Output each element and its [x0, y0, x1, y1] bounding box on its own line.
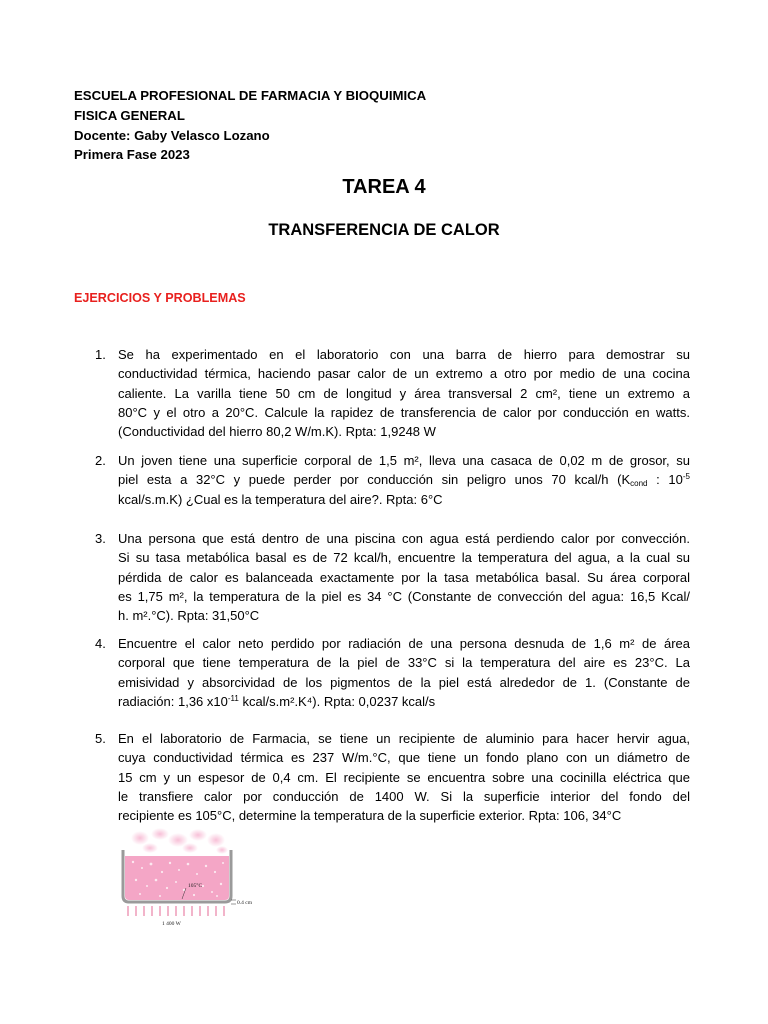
problem-text: [118, 729, 690, 825]
steam-icon: [131, 828, 228, 854]
problem-number: 1.: [95, 347, 106, 362]
problem-number: 3.: [95, 531, 106, 546]
course-name: FISICA GENERAL: [74, 107, 185, 123]
heat-arrows-icon: [128, 906, 224, 916]
problem-number: 5.: [95, 731, 106, 746]
subscript: cond: [630, 479, 648, 489]
document-subtitle: TRANSFERENCIA DE CALOR: [268, 221, 500, 239]
power-label: 1 400 W: [162, 921, 181, 927]
problem-text: [118, 529, 690, 625]
problem-line: Se ha experimentado en el laboratorio con una barra de hierro para demostrar su: [118, 347, 690, 362]
problem-text: [118, 634, 690, 711]
inner-temp-label: 105°C: [188, 883, 203, 889]
problem-line: (Conductividad del hierro 80,2 W/m.K). Rpta: 1,9248 W: [118, 424, 436, 440]
problem-line: es 1,75 m², la temperatura de la piel es 34 °C (Constante de convección del agua: 16,5 Kcal/: [118, 588, 690, 604]
line-text: piel esta a 32°C y puede perder por conducción sin peligro unos 70 kcal/h (K: [118, 472, 631, 488]
phase-label: Primera Fase 2023: [74, 147, 190, 163]
problem-line: kcal/s.m.K) ¿Cual es la temperatura del aire?. Rpta: 6°C: [118, 491, 443, 507]
problem-line: Si su tasa metabólica basal es de 72 kcal/h, encuentre la temperatura del agua, a la cual su: [118, 550, 690, 566]
superscript: -5: [682, 472, 690, 482]
school-name: ESCUELA PROFESIONAL DE FARMACIA Y BIOQUIMICA: [74, 88, 427, 103]
boiling-pot-figure: [118, 828, 268, 933]
section-title: EJERCICIOS Y PROBLEMAS: [74, 291, 246, 305]
problem-line: 15 cm y un espesor de 0,4 cm. El recipiente se encuentra sobre una cocinilla eléctrica que: [118, 769, 690, 785]
problem-line: 80°C y el otro a 20°C. Calcule la rapidez de transferencia de calor por conducción en watts.: [118, 404, 690, 420]
line-text: radiación: 1,36 x10: [118, 693, 228, 709]
document-title: TAREA 4: [342, 176, 426, 198]
superscript: -11: [227, 693, 239, 703]
problem-line: [118, 470, 690, 489]
problem-text: [118, 451, 690, 509]
problem-line: le transfiere calor por conducción de 1400 W. Si la superficie interior del fondo del: [118, 788, 690, 804]
problem-line: pérdida de calor es balanceada exactamente por la tasa metabólica basal. Su área corporal: [118, 569, 690, 585]
problem-line: caliente. La varilla tiene 50 cm de longitud y área transversal 2 cm², tiene un extremo a: [118, 385, 690, 401]
problem-number: 4.: [95, 636, 106, 651]
problem-line: Un joven tiene una superficie corporal de 1,5 m², lleva una casaca de 0,02 m de grosor, su: [118, 453, 690, 468]
problem-line: recipiente es 105°C, determine la temperatura de la superficie exterior. Rpta: 106, 34°C: [118, 808, 622, 824]
problem-number: 2.: [95, 453, 106, 468]
problem-line: En el laboratorio de Farmacia, se tiene un recipiente de aluminio para hacer hervir agua,: [118, 731, 690, 746]
problem-line: [118, 692, 690, 711]
problem-text: [118, 345, 690, 441]
problem-line: conductividad térmica, haciendo pasar calor de un extremo a otro por medio de una cocina: [118, 366, 690, 382]
problem-line: corporal que tiene temperatura de la piel de 33°C si la temperatura del aire es 23°C. La: [118, 655, 690, 671]
problem-line: Una persona que está dentro de una piscina con agua está perdiendo calor por convección.: [118, 531, 690, 546]
thickness-label: 0.4 cm: [237, 900, 252, 906]
problem-line: Encuentre el calor neto perdido por radiación de una persona desnuda de 1,6 m² de área: [118, 636, 690, 651]
document-header: [74, 86, 426, 165]
line-text: kcal/s.m².K⁴). Rpta: 0,0237 kcal/s: [238, 693, 436, 709]
problem-line: h. m².°C). Rpta: 31,50°C: [118, 608, 260, 624]
line-text: : 10: [647, 472, 683, 488]
problem-line: emisividad y absorcividad de los pigmentos de la piel está alrededor de 1. (Constante de: [118, 674, 690, 690]
problem-line: cuya conductividad térmica es 237 W/m.°C, que tiene un fondo plano con un diámetro de: [118, 750, 690, 766]
teacher-name: Docente: Gaby Velasco Lozano: [74, 127, 270, 143]
